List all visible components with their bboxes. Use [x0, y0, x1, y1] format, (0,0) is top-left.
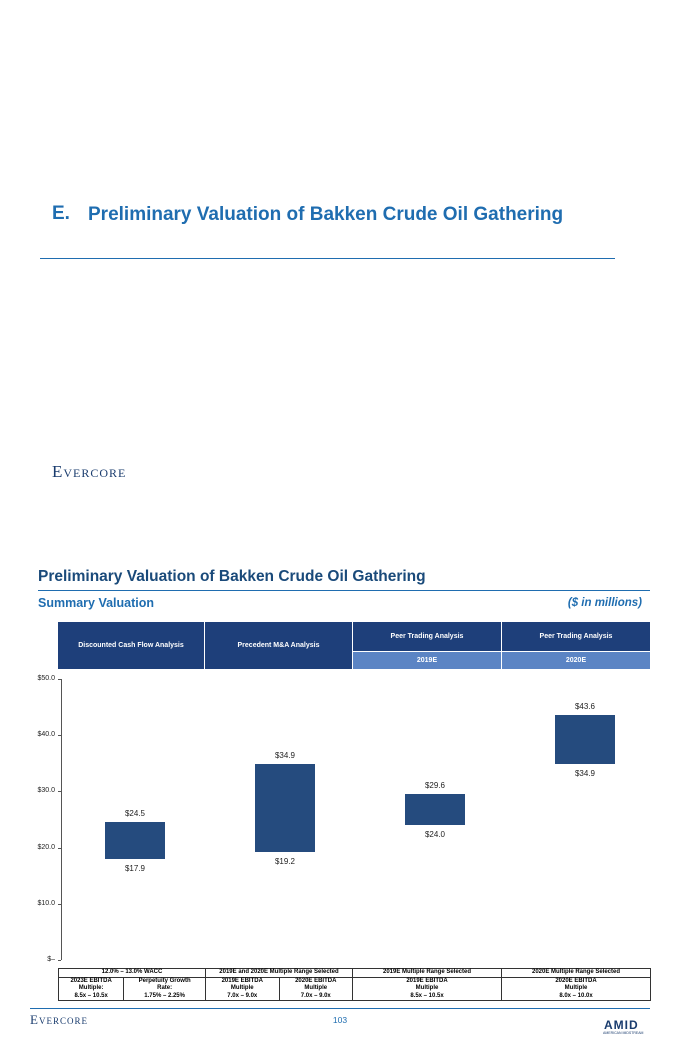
y-axis-line — [61, 679, 62, 960]
table-cell: 7.0x – 9.0x — [206, 993, 280, 1001]
header-peer-2020-label: Peer Trading Analysis — [539, 633, 613, 640]
table-group-dcf: 12.0% – 13.0% WACC — [59, 969, 206, 978]
range-bar — [555, 715, 615, 764]
table-group-peer-2019: 2019E Multiple Range Selected — [353, 969, 502, 978]
header-peer-2019 — [353, 622, 501, 651]
y-tick-label: $50.0 — [37, 675, 55, 682]
units-label: ($ in millions) — [567, 597, 642, 609]
section-divider — [40, 258, 615, 259]
table-cell: Multiple — [353, 985, 502, 993]
header-ma-label: Precedent M&A Analysis — [237, 642, 320, 649]
title-divider — [38, 590, 650, 591]
table-cell: 8.0x – 10.0x — [502, 993, 651, 1001]
y-tick-mark — [58, 735, 61, 736]
y-tick-label: $30.0 — [37, 787, 55, 795]
amid-logo: AMID — [604, 1018, 639, 1032]
table-cell: Multiple: — [59, 985, 124, 993]
subheader-2019e — [353, 652, 501, 669]
header-peer-2020 — [502, 622, 650, 651]
y-tick-mark — [58, 904, 61, 905]
table-group-peer-2020: 2020E Multiple Range Selected — [502, 969, 651, 978]
table-cell: 2020E EBITDA — [279, 977, 353, 985]
table-cell: 8.5x – 10.5x — [59, 993, 124, 1001]
low-value-label: $34.9 — [574, 768, 596, 778]
table-group-ma: 2019E and 2020E Multiple Range Selected — [206, 969, 353, 978]
high-value-label: $43.6 — [574, 701, 596, 711]
footer-divider — [30, 1008, 650, 1009]
table-cell: Multiple — [206, 985, 280, 993]
header-ma — [205, 622, 352, 669]
header-dcf — [58, 622, 204, 669]
low-value-label: $24.0 — [424, 830, 446, 840]
low-value-label: $19.2 — [274, 857, 296, 867]
table-cell: Rate: — [124, 985, 206, 993]
y-tick-mark — [58, 679, 61, 680]
header-peer-2019-label: Peer Trading Analysis — [390, 633, 464, 640]
table-cell: Perpetuity Growth — [124, 977, 206, 985]
table-cell: 2019E EBITDA — [353, 977, 502, 985]
range-bar — [105, 822, 165, 859]
footer-evercore-logo: Evercore — [30, 1012, 88, 1027]
y-tick-label: $40.0 — [37, 731, 55, 739]
y-tick-label: $10.0 — [37, 899, 55, 907]
table-cell: 1.75% – 2.25% — [124, 993, 206, 1001]
y-tick-mark — [58, 960, 61, 961]
page-number: 103 — [332, 1015, 348, 1025]
subheader-2020e — [502, 652, 650, 669]
y-tick-label: $20.0 — [37, 843, 55, 851]
amid-logo-tagline: AMERICAN MIDSTREAM — [603, 1031, 644, 1035]
section-title: Preliminary Valuation of Bakken Crude Oil Gathering — [88, 204, 564, 225]
assumptions-table — [58, 968, 651, 1001]
table-cell: 8.5x – 10.5x — [353, 993, 502, 1001]
y-tick-label: $– — [47, 956, 55, 963]
table-cell: 2023E EBITDA — [59, 977, 124, 985]
high-value-label: $34.9 — [274, 750, 296, 760]
range-bar — [405, 794, 465, 825]
table-cell: Multiple — [279, 985, 353, 993]
table-cell: Multiple — [502, 985, 651, 993]
evercore-logo: Evercore — [52, 462, 127, 481]
low-value-label: $17.9 — [124, 864, 146, 874]
table-cell: 7.0x – 9.0x — [279, 993, 353, 1001]
subheader-2020e-label: 2020E — [565, 657, 587, 664]
section-letter: E. — [52, 203, 70, 224]
header-dcf-label: Discounted Cash Flow Analysis — [78, 642, 184, 649]
high-value-label: $29.6 — [424, 780, 446, 790]
subheader-2019e-label: 2019E — [416, 657, 438, 664]
y-tick-mark — [58, 848, 61, 849]
range-bar — [255, 764, 315, 852]
high-value-label: $24.5 — [124, 809, 146, 819]
page-subtitle: Summary Valuation — [38, 596, 155, 610]
table-cell: 2020E EBITDA — [502, 977, 651, 985]
page-title: Preliminary Valuation of Bakken Crude Oil Gathering — [38, 568, 426, 585]
table-cell: 2019E EBITDA — [206, 977, 280, 985]
y-tick-mark — [58, 791, 61, 792]
